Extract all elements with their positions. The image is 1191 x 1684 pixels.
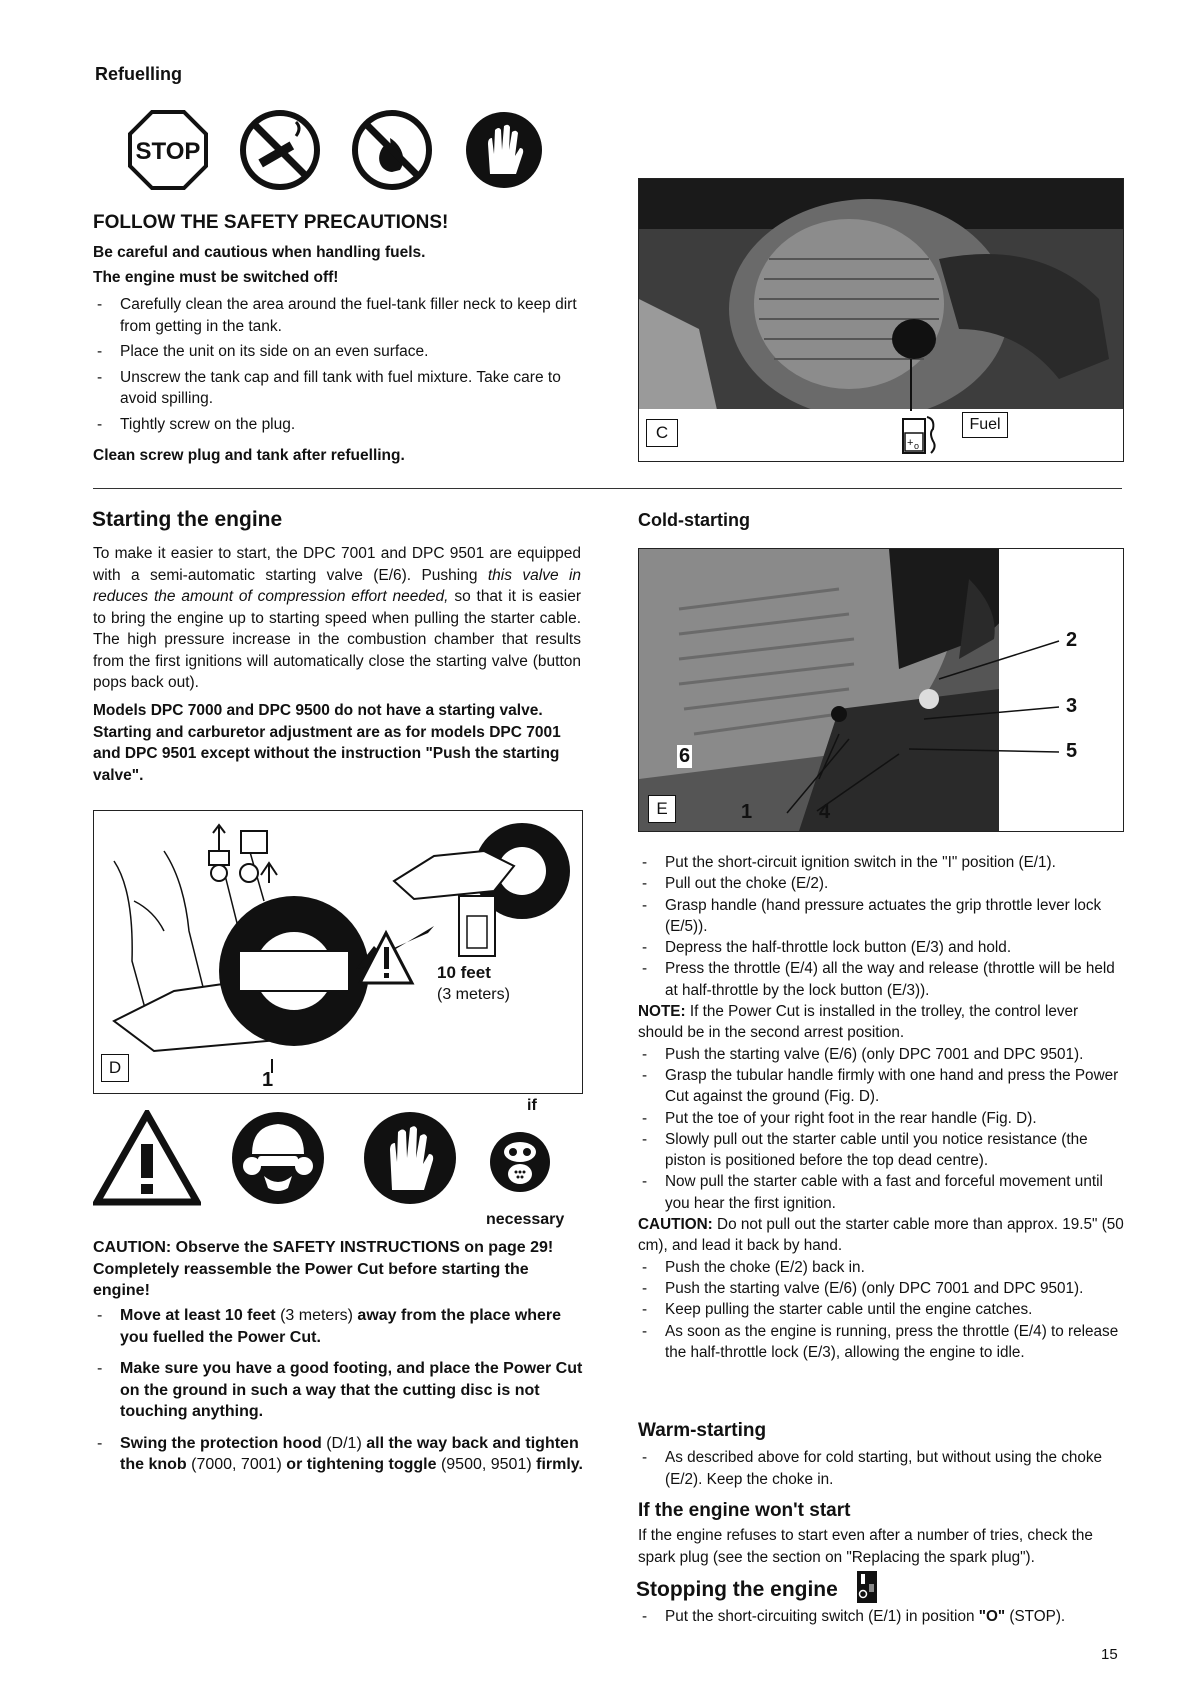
precautions-heading: FOLLOW THE SAFETY PRECAUTIONS! bbox=[93, 212, 449, 233]
stopping-step-text: Put the short-circuiting switch (E/1) in position bbox=[665, 1608, 979, 1625]
figure-e-photo bbox=[638, 548, 1124, 832]
necessary-text: necessary bbox=[486, 1211, 565, 1228]
cold-step: - Press the throttle (E/4) all the way and release (throttle will be held at half-throttle by the lock button (E/3)). bbox=[638, 958, 1126, 1001]
caution-item-bold: Swing the protection hood bbox=[120, 1434, 322, 1452]
caution-item-bold: firmly. bbox=[536, 1456, 583, 1473]
caution-item-bold: away from the place where you fuelled the Power Cut. bbox=[120, 1307, 562, 1346]
callout-1: 1 bbox=[741, 801, 753, 823]
caution-left: CAUTION: Observe the SAFETY INSTRUCTIONS on page 29! Completely reassemble the Power Cut before starting the engine! bbox=[93, 1239, 554, 1299]
callout-5: 5 bbox=[1066, 740, 1078, 762]
wont-start-text: If the engine refuses to start even after a number of tries, check the spark plug (see the section on "Replacing the spark plug"). bbox=[638, 1527, 1093, 1566]
if-text: if bbox=[527, 1097, 537, 1114]
cold-step: - Depress the half-throttle lock button (E/3) and hold. bbox=[638, 937, 1126, 958]
caution-item bbox=[93, 1358, 585, 1423]
wont-start-heading: If the engine won't start bbox=[638, 1500, 851, 1521]
engine-off-text: The engine must be switched off! bbox=[93, 269, 339, 286]
stop-text: STOP bbox=[135, 138, 201, 165]
models-note: Models DPC 7000 and DPC 9500 do not have a starting valve. Starting and carburetor adjustment are as for models DPC 7001 and DPC 9501 except without the instruction "Push the starting valve". bbox=[93, 702, 561, 784]
cold-step: - Grasp the tubular handle firmly with one hand and press the Power Cut against the ground (Fig. D). bbox=[638, 1065, 1126, 1108]
refuelling-step: - Place the unit on its side on an even surface. bbox=[93, 341, 588, 363]
caution-item bbox=[93, 1433, 585, 1476]
cold-step: - Grasp handle (hand pressure actuates the grip throttle lever lock (E/5)). bbox=[638, 895, 1126, 938]
caution-item-text: (7000, 7001) bbox=[186, 1456, 287, 1473]
starting-intro-1: To make it easier to start, the DPC 7001 and DPC 9501 are equipped with a semi-automatic starting valve (E/6). Pushing bbox=[93, 545, 581, 584]
caution-item-bold: or tightening toggle bbox=[286, 1456, 437, 1473]
caution-left-items bbox=[93, 1305, 585, 1480]
cold-starting-heading: Cold-starting bbox=[638, 510, 750, 530]
callout-3: 3 bbox=[1066, 695, 1078, 717]
figure-d-number: 1 bbox=[262, 1069, 274, 1091]
warm-step: - As described above for cold starting, but without using the choke (E/2). Keep the choke in. bbox=[638, 1447, 1126, 1490]
respirator-icon bbox=[488, 1130, 552, 1194]
engine-photo-c bbox=[639, 179, 1123, 461]
caution-item-text: (9500, 9501) bbox=[436, 1456, 537, 1473]
fuel-can-icon bbox=[901, 411, 941, 455]
note-label: NOTE: bbox=[638, 1003, 686, 1021]
warm-steps bbox=[638, 1447, 1126, 1490]
cold-step: - Keep pulling the starter cable until the engine catches. bbox=[638, 1299, 1126, 1320]
refuelling-step: - Tightly screw on the plug. bbox=[93, 414, 588, 436]
stopping-step-text-end: (STOP). bbox=[1005, 1608, 1066, 1625]
caution-text: Do not pull out the starter cable more than approx. 19.5" (50 cm), and lead it back by hand. bbox=[638, 1216, 1124, 1255]
cold-step: - Pull out the choke (E/2). bbox=[638, 873, 1126, 894]
cold-steps-a bbox=[638, 852, 1126, 1001]
no-open-flame-icon bbox=[352, 110, 432, 190]
wear-gloves-icon bbox=[464, 110, 544, 190]
cold-step: - Push the choke (E/2) back in. bbox=[638, 1257, 1126, 1278]
warm-starting-heading: Warm-starting bbox=[638, 1420, 767, 1441]
cold-starting-body bbox=[638, 852, 1126, 1363]
wear-gloves-icon bbox=[362, 1110, 458, 1206]
cold-step: - Push the starting valve (E/6) (only DPC 7001 and DPC 9501). bbox=[638, 1044, 1126, 1065]
distance-sub: (3 meters) bbox=[437, 986, 510, 1003]
stopping-step-bold: "O" bbox=[978, 1608, 1006, 1625]
starting-intro-2: this valve in reduces the amount of compression effort needed, bbox=[93, 566, 582, 605]
caution-item-text: (D/1) bbox=[321, 1434, 367, 1452]
caution-item bbox=[93, 1305, 585, 1348]
figure-d-illustration bbox=[94, 811, 582, 1093]
svg-text:+: + bbox=[907, 437, 914, 449]
figure-e-label: E bbox=[648, 795, 676, 823]
cold-step: - Put the short-circuit ignition switch in the "I" position (E/1). bbox=[638, 852, 1126, 873]
stop-sign-icon bbox=[128, 110, 208, 190]
note-text: If the Power Cut is installed in the trolley, the control lever should be in the second arrest position. bbox=[638, 1003, 1079, 1042]
cold-step: - Push the starting valve (E/6) (only DPC 7001 and DPC 9501). bbox=[638, 1278, 1126, 1299]
cold-step: - Now pull the starter cable with a fast and forceful movement until you hear the first ignition. bbox=[638, 1171, 1126, 1214]
figure-c-label: C bbox=[646, 419, 678, 447]
engine-photo-e bbox=[639, 549, 1123, 831]
no-smoking-icon bbox=[240, 110, 320, 190]
distance-bold: 10 feet bbox=[437, 963, 491, 982]
refuelling-steps bbox=[93, 294, 588, 439]
caution-item-bold: Move at least 10 feet bbox=[120, 1307, 276, 1324]
caution-item-bold: all the way back and tighten the knob bbox=[120, 1434, 579, 1473]
callout-4: 4 bbox=[819, 801, 831, 823]
stopping-step-item bbox=[638, 1606, 1126, 1628]
section-divider bbox=[93, 488, 1122, 489]
caution-label: CAUTION: bbox=[638, 1216, 713, 1234]
stopping-heading: Stopping the engine bbox=[636, 1578, 838, 1601]
starting-intro bbox=[93, 543, 581, 694]
helmet-ear-protection-icon bbox=[230, 1110, 326, 1206]
cold-steps-c bbox=[638, 1257, 1126, 1363]
callout-6: 6 bbox=[679, 745, 691, 767]
cold-steps-b bbox=[638, 1044, 1126, 1214]
refuelling-step: - Carefully clean the area around the fuel-tank filler neck to keep dirt from getting in the tank. bbox=[93, 294, 588, 337]
careful-text: Be careful and cautious when handling fuels. bbox=[93, 244, 426, 261]
warning-triangle-icon bbox=[93, 1110, 201, 1206]
cold-caution bbox=[638, 1214, 1126, 1257]
caution-item-text: (3 meters) bbox=[275, 1307, 358, 1324]
fuel-label: Fuel bbox=[962, 412, 1008, 438]
pull-choke-icon bbox=[199, 823, 279, 887]
ignition-switch-icon bbox=[856, 1570, 878, 1604]
cold-step: - Slowly pull out the starter cable until you notice resistance (the piston is positioned before the top dead centre). bbox=[638, 1129, 1126, 1172]
cold-note bbox=[638, 1001, 1126, 1044]
cold-step: - As soon as the engine is running, press the throttle (E/4) to release the half-throttle lock (E/3), allowing the engine to idle. bbox=[638, 1321, 1126, 1364]
refuelling-heading: Refuelling bbox=[95, 64, 183, 84]
figure-d bbox=[93, 810, 583, 1094]
starting-heading: Starting the engine bbox=[92, 508, 283, 531]
page-number: 15 bbox=[1101, 1646, 1118, 1663]
clean-note: Clean screw plug and tank after refuelling. bbox=[93, 447, 405, 464]
figure-d-label: D bbox=[101, 1054, 129, 1082]
svg-text:o: o bbox=[914, 441, 920, 451]
stopping-steps bbox=[638, 1606, 1126, 1628]
starting-intro-3: so that it is easier to bring the engine up to starting speed when pulling the starter cable. The high pressure increase in the combustion chamber that results from the first ignitions will automatically close the starting valve (button pops back out). bbox=[93, 588, 581, 691]
caution-item-bold: Make sure you have a good footing, and place the Power Cut on the ground in such a way that the cutting disc is not touching anything. bbox=[120, 1360, 583, 1420]
stopping-step bbox=[638, 1606, 1126, 1628]
refuelling-step: - Unscrew the tank cap and fill tank with fuel mixture. Take care to avoid spilling. bbox=[93, 367, 588, 410]
figure-c-photo bbox=[638, 178, 1124, 462]
cold-step: - Put the toe of your right foot in the rear handle (Fig. D). bbox=[638, 1108, 1126, 1129]
callout-2: 2 bbox=[1066, 629, 1078, 651]
